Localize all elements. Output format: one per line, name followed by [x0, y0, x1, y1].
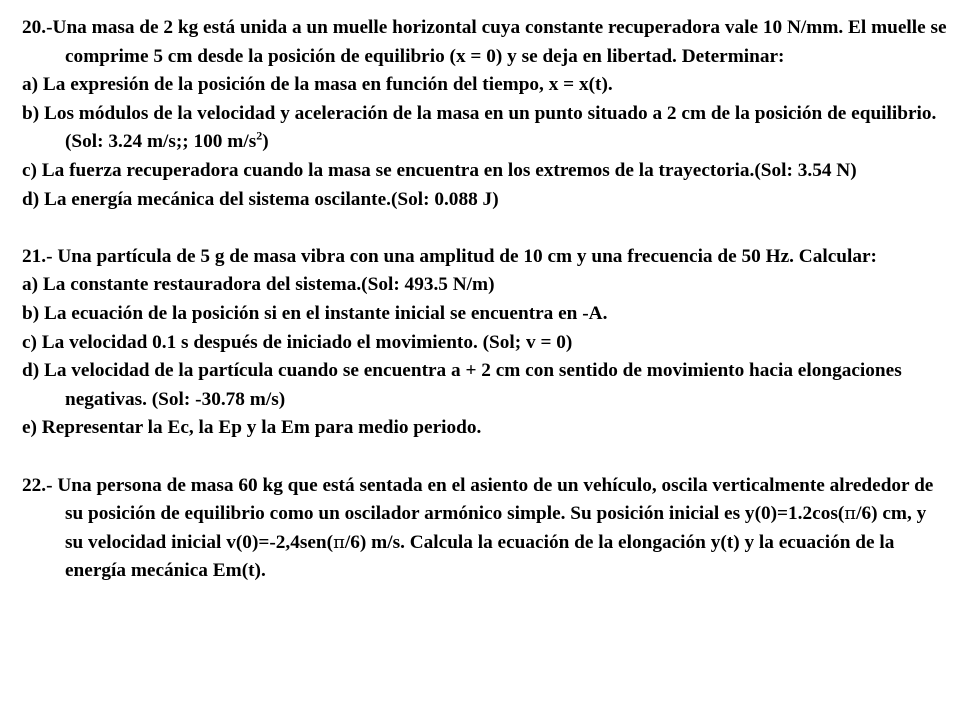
- problem-21-item-c: c) La velocidad 0.1 s después de iniciado el movimiento. (Sol; v = 0): [22, 331, 573, 353]
- problem-20-item-c: c) La fuerza recuperadora cuando la masa se encuentra en los extremos de la trayectoria.(Sol: 3.54 N): [22, 159, 857, 181]
- document-page: [22, 14, 947, 586]
- problem-21-item-b: b) La ecuación de la posición si en el instante inicial se encuentra en -A.: [22, 302, 608, 324]
- problem-22-statement: [22, 472, 947, 586]
- problem-21-item-d: d) La velocidad de la partícula cuando se encuentra a + 2 cm con sentido de movimiento hacia elongaciones negativas. (Sol: -30.78 m/s): [22, 360, 902, 410]
- problem-20-item-a: a) La expresión de la posición de la masa en función del tiempo, x = x(t).: [22, 74, 613, 96]
- pi-symbol: π: [333, 531, 345, 553]
- problem-20-statement: 20.-Una masa de 2 kg está unida a un muelle horizontal cuya constante recuperadora vale 10 N/mm. El muelle se comprime 5 cm desde la posición de equilibrio (x = 0) y se deja en libertad. Determinar:: [22, 17, 947, 67]
- problem-22-text-part-1: 22.- Una persona de masa 60 kg que está sentada en el asiento de un vehículo, oscila verticalmente alrededor de su posición de equilibrio como un oscilador armónico simple. Su posición inicial es y(0)=1.2cos(: [22, 474, 934, 525]
- pi-symbol: π: [844, 503, 857, 525]
- problem-20-item-b-text: b) Los módulos de la velocidad y aceleración de la masa en un punto situado a 2 cm de la posición de equilibrio. (Sol: 3.24 m/s;; 100 m/s: [22, 102, 937, 153]
- problem-20-item-d: d) La energía mecánica del sistema oscilante.(Sol: 0.088 J): [22, 188, 499, 210]
- problem-20-item-b: [22, 100, 947, 157]
- paragraph-spacer: [22, 443, 947, 472]
- problem-22-text-part-3: /6) m/s. Calcula la ecuación de la elongación y(t) y la ecuación de la energía mecánica Em(t).: [65, 531, 895, 582]
- problem-22-text-part-2: /6) cm, y su velocidad inicial v(0)=-2,4sen(: [65, 503, 927, 553]
- problem-21-item-e: e) Representar la Ec, la Ep y la Em para medio periodo.: [22, 417, 482, 439]
- superscript: 2: [256, 128, 263, 143]
- problem-20-item-b-close: ): [262, 131, 269, 153]
- problem-21-item-a: a) La constante restauradora del sistema.(Sol: 493.5 N/m): [22, 274, 495, 296]
- problem-21-statement: 21.- Una partícula de 5 g de masa vibra con una amplitud de 10 cm y una frecuencia de 50 Hz. Calcular:: [22, 245, 877, 267]
- paragraph-spacer: [22, 214, 947, 243]
